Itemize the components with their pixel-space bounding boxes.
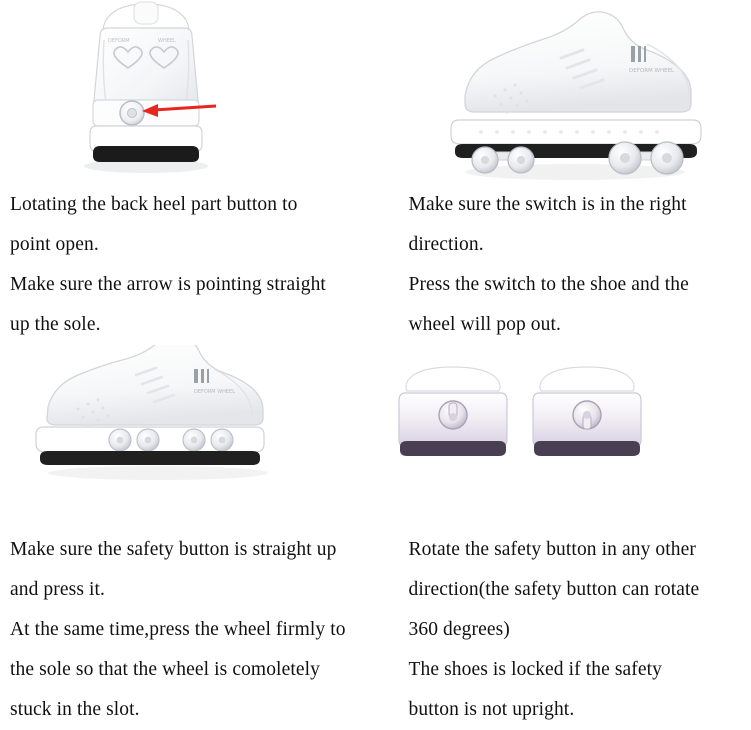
- svg-text:DEFORM WHEEL: DEFORM WHEEL: [194, 389, 236, 395]
- caption-line: Press the switch to the shoe and the: [408, 274, 689, 295]
- caption-line: Make sure the switch is in the right: [408, 194, 687, 215]
- panel-top-left: [8, 0, 367, 345]
- caption-line: stuck in the slot.: [10, 699, 140, 720]
- caption-line: direction.: [408, 234, 484, 255]
- shoe-side-wheels-retracted-photo: [8, 345, 367, 530]
- caption-line: the sole so that the wheel is comoletely: [10, 659, 320, 680]
- caption-line: At the same time,press the wheel firmly to: [10, 619, 346, 640]
- svg-text:DEFORM: DEFORM: [108, 38, 130, 44]
- shoe-side-wheels-out-photo: [385, 0, 744, 185]
- svg-text:WHEEL: WHEEL: [158, 38, 176, 44]
- caption-line: and press it.: [10, 579, 105, 600]
- caption-line: up the sole.: [10, 314, 101, 335]
- caption-line: Make sure the arrow is pointing straight: [10, 274, 326, 295]
- caption-line: The shoes is locked if the safety: [408, 659, 662, 680]
- panel-top-right: [385, 0, 744, 345]
- caption-line: point open.: [10, 234, 99, 255]
- heel-left: [399, 367, 507, 456]
- panel-bottom-right: [385, 345, 744, 730]
- two-heels-safety-button-closeup-photo: [385, 345, 744, 530]
- heel-right: [533, 367, 641, 456]
- caption-line: direction(the safety button can rotate: [408, 579, 700, 600]
- shoe-rear-heel-button-photo: [8, 0, 367, 185]
- caption-line: Make sure the safety button is straight up: [10, 539, 337, 560]
- caption-line: Rotate the safety button in any other: [408, 539, 696, 560]
- svg-text:DEFORM WHEEL: DEFORM WHEEL: [628, 68, 674, 74]
- panel-top-right-caption: [385, 185, 744, 345]
- caption-line: Lotating the back heel part button to: [10, 194, 298, 215]
- caption-line: button is not upright.: [408, 699, 575, 720]
- panel-bottom-left: [8, 345, 367, 730]
- panel-top-left-caption: [8, 185, 367, 345]
- caption-line: 360 degrees): [408, 619, 510, 640]
- panel-bottom-right-caption: [385, 530, 744, 730]
- panel-bottom-left-caption: [8, 530, 367, 730]
- caption-line: wheel will pop out.: [408, 314, 561, 335]
